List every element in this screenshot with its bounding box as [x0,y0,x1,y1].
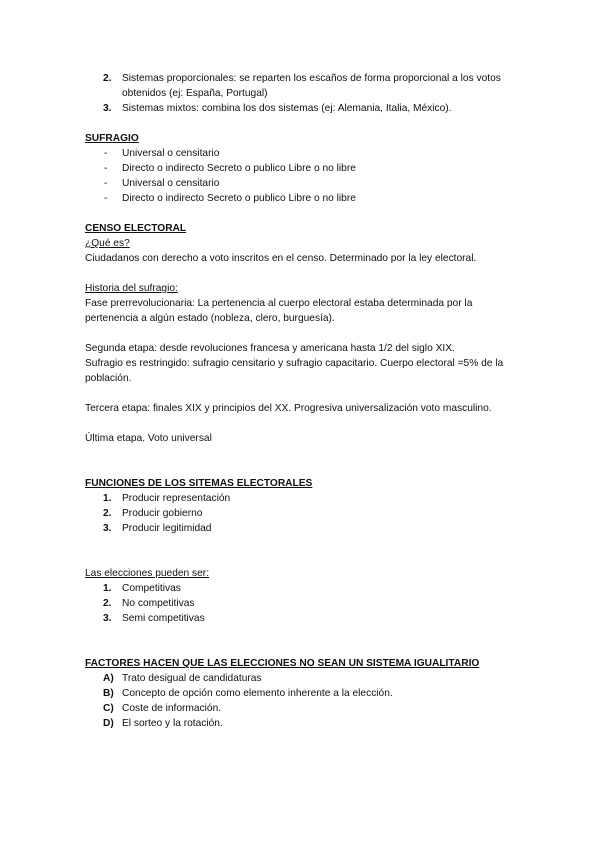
funciones-list [85,491,525,536]
list-text: Producir gobierno [122,508,203,519]
section-heading-elecciones: Las elecciones pueden ser: [85,568,210,579]
list-text: Competitivas [122,583,181,594]
section-heading-sufragio: SUFRAGIO [85,133,139,144]
list-item [85,161,525,176]
list-number: 3. [103,523,112,534]
historia-heading: Historia del sufragio: [85,283,178,294]
list-text: No competitivas [122,598,195,609]
list-text: El sorteo y la rotación. [122,718,223,729]
elecciones-list [85,581,525,626]
list-item [85,191,525,206]
list-item [85,101,525,116]
dash-bullet: - [104,193,108,204]
section-heading-censo: CENSO ELECTORAL [85,223,187,234]
list-letter: D) [103,718,114,729]
list-number: 1. [103,583,112,594]
list-text: Sistemas proporcionales: se reparten los escaños de forma proporcional a los votos obtenidos (ej: España, Portugal) [122,73,501,99]
list-text: Universal o censitario [122,148,220,159]
list-item [85,491,525,506]
fase-prerrevolucionaria: Fase prerrevolucionaria: La pertenencia al cuerpo electoral estaba determinada por la pertenencia a algún estado (nobleza, clero, burguesía). [85,298,473,324]
electoral-systems-list [85,71,525,116]
sufragio-restringido: Sufragio es restringido: sufragio censitario y sufragio capacitario. Cuerpo electoral =5% de la población. [85,358,504,384]
list-letter: A) [103,673,114,684]
list-text: Coste de información. [122,703,222,714]
list-item [85,686,525,701]
list-text: Producir representación [122,493,231,504]
tercera-etapa: Tercera etapa: finales XIX y principios del XX. Progresiva universalización voto masculino. [85,403,492,414]
factores-list [85,671,525,731]
list-text: Directo o indirecto Secreto o publico Libre o no libre [122,193,356,204]
list-item [85,521,525,536]
list-item [85,581,525,596]
list-text: Producir legitimidad [122,523,212,534]
dash-bullet: - [104,148,108,159]
list-number: 3. [103,103,112,114]
dash-bullet: - [104,178,108,189]
list-text: Concepto de opción como elemento inherente a la elección. [122,688,393,699]
list-item [85,596,525,611]
list-text: Directo o indirecto Secreto o publico Libre o no libre [122,163,356,174]
list-item [85,611,525,626]
sufragio-list [85,146,525,206]
section-heading-funciones: FUNCIONES DE LOS SITEMAS ELECTORALES [85,478,313,489]
list-number: 3. [103,613,112,624]
list-item [85,176,525,191]
list-number: 2. [103,598,112,609]
ultima-etapa: Última etapa. Voto universal [85,433,212,444]
list-item [85,701,525,716]
list-letter: B) [103,688,114,699]
list-number: 2. [103,508,112,519]
list-text: Trato desigual de candidaturas [122,673,262,684]
document-content [85,71,525,731]
list-item [85,506,525,521]
list-text: Universal o censitario [122,178,220,189]
question-label: ¿Qué es? [85,238,130,249]
list-item [85,146,525,161]
list-number: 2. [103,73,112,84]
list-text: Semi competitivas [122,613,205,624]
dash-bullet: - [104,163,108,174]
list-item [85,671,525,686]
list-letter: C) [103,703,114,714]
list-number: 1. [103,493,112,504]
list-item [85,71,525,101]
segunda-etapa: Segunda etapa: desde revoluciones francesa y americana hasta 1/2 del siglo XIX. [85,343,455,354]
list-item [85,716,525,731]
list-text: Sistemas mixtos: combina los dos sistemas (ej: Alemania, Italia, México). [122,103,452,114]
censo-definition: Ciudadanos con derecho a voto inscritos en el censo. Determinado por la ley electoral. [85,253,477,264]
section-heading-factores: FACTORES HACEN QUE LAS ELECCIONES NO SEAN UN SISTEMA IGUALITARIO [85,658,480,669]
